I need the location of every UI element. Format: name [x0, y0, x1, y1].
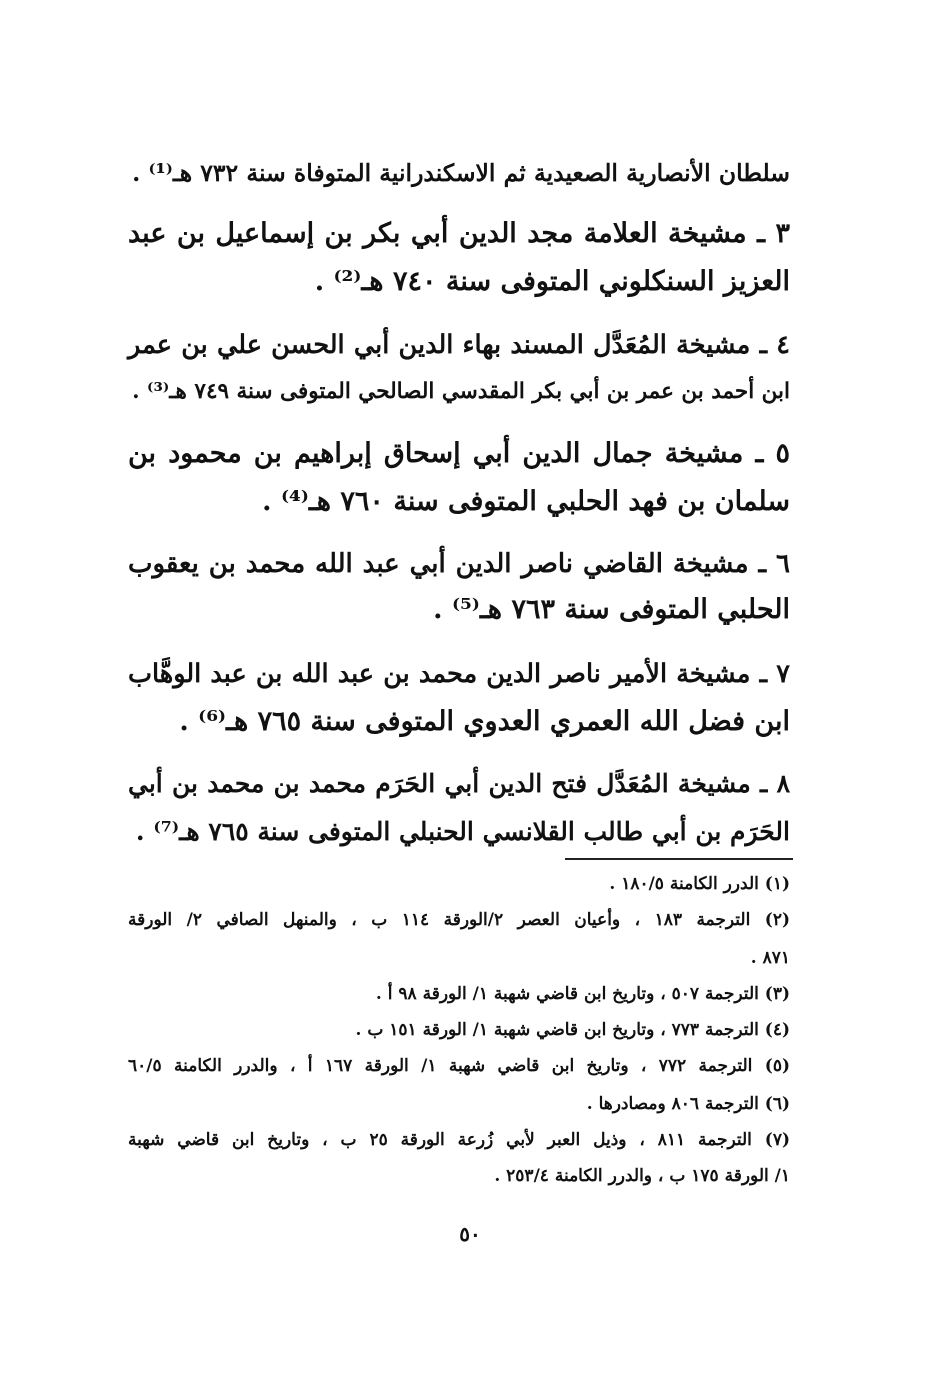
- body-line-4: ٤ ـ مشيخة المُعَدَّل المسند بهاء الدين أبي الحسن علي بن عمر: [128, 330, 790, 360]
- footnote-1: (١) الدرر الكامنة ١٨٠/٥ .: [609, 874, 790, 894]
- body-line-6: ٥ ـ مشيخة جمال الدين أبي إسحاق إبراهيم بن محمود بن: [128, 438, 790, 469]
- footnote-6: (٦) الترجمة ٨٠٦ ومصادرها .: [586, 1094, 790, 1114]
- page-number: ٥٠: [459, 1222, 481, 1246]
- body-line-2: ٣ ـ مشيخة العلامة مجد الدين أبي بكر بن إسماعيل بن عبد: [128, 218, 790, 249]
- footnote-7-continued: ١/ الورقة ١٧٥ ب ، والدرر الكامنة ٢٥٣/٤ .: [494, 1166, 790, 1186]
- body-line-8: ٦ ـ مشيخة القاضي ناصر الدين أبي عبد الله محمد بن يعقوب: [128, 549, 790, 579]
- body-line-12: ٨ ـ مشيخة المُعَدَّل فتح الدين أبي الحَرَم محمد بن محمد بن أبي: [128, 769, 790, 798]
- footnote-2-continued: ٨٧١ .: [750, 948, 790, 968]
- body-line-5: ابن أحمد بن عمر بن أبي بكر المقدسي الصالحي المتوفى سنة ٧٤٩ هـ⁽³⁾ .: [132, 379, 790, 404]
- body-line-9: الحلبي المتوفى سنة ٧٦٣ هـ⁽⁵⁾ .: [433, 594, 790, 625]
- footnote-7: (٧) الترجمة ٨١١ ، وذيل العبر لأبي زُرعة الورقة ٢٥ ب ، وتاريخ ابن قاضي شهبة: [128, 1130, 791, 1150]
- body-line-13: الحَرَم بن أبي طالب القلانسي الحنبلي المتوفى سنة ٧٦٥ هـ⁽⁷⁾ .: [135, 817, 790, 846]
- footnote-5: (٥) الترجمة ٧٧٢ ، وتاريخ ابن قاضي شهبة ١/ الورقة ١٦٧ أ ، والدرر الكامنة ٦٠/٥: [128, 1056, 790, 1076]
- footnote-2: (٢) الترجمة ١٨٣ ، وأعيان العصر ٢/الورقة ١١٤ ب ، والمنهل الصافي ٢/ الورقة: [128, 910, 791, 930]
- body-line-1: سلطان الأنصارية الصعيدية ثم الاسكندرانية المتوفاة سنة ٧٣٢ هـ⁽¹⁾ .: [132, 159, 790, 187]
- body-line-11: ابن فضل الله العمري العدوي المتوفى سنة ٧٦٥ هـ⁽⁶⁾ .: [179, 706, 790, 737]
- body-line-10: ٧ ـ مشيخة الأمير ناصر الدين محمد بن عبد الله بن عبد الوهَّاب: [128, 659, 790, 689]
- footnote-4: (٤) الترجمة ٧٧٣ ، وتاريخ ابن قاضي شهبة ١/ الورقة ١٥١ ب .: [355, 1020, 790, 1040]
- footnotes: [128, 0, 790, 1200]
- body-line-7: سلمان بن فهد الحلبي المتوفى سنة ٧٦٠ هـ⁽⁴⁾ .: [262, 486, 790, 517]
- body-line-3: العزيز السنكلوني المتوفى سنة ٧٤٠ هـ⁽²⁾ .: [314, 266, 790, 297]
- footnote-3: (٣) الترجمة ٥٠٧ ، وتاريخ ابن قاضي شهبة ١/ الورقة ٩٨ أ .: [375, 984, 790, 1004]
